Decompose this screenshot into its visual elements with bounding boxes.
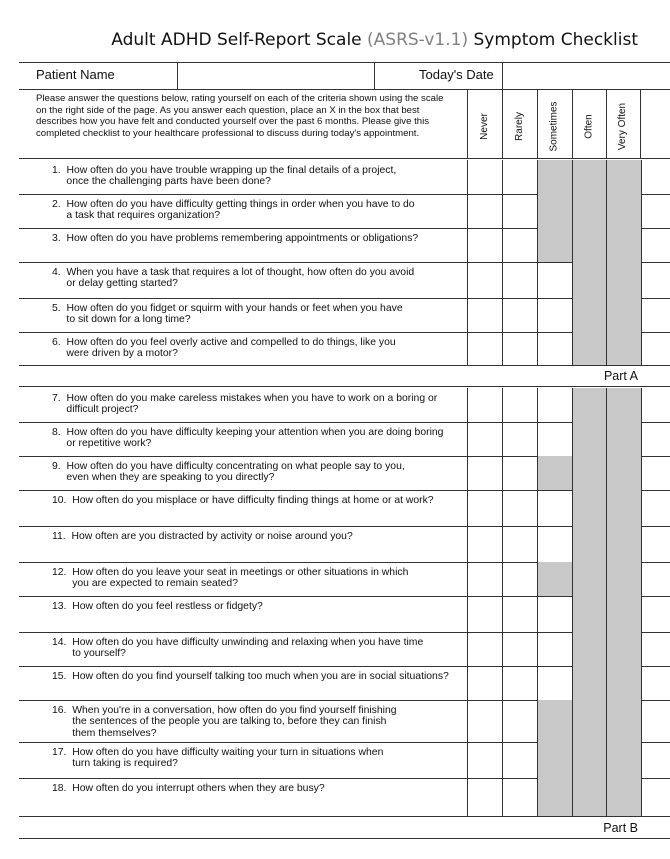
answer-box-sometimes[interactable] <box>537 298 573 332</box>
divider <box>467 89 468 159</box>
answer-box-never[interactable] <box>467 228 503 262</box>
answer-box-very-often[interactable] <box>606 422 642 456</box>
question-text: 18. How often do you interrupt others when they are busy? <box>52 783 325 794</box>
answer-box-never[interactable] <box>467 596 503 632</box>
answer-box-rarely[interactable] <box>502 228 538 262</box>
answer-box-very-often[interactable] <box>606 490 642 526</box>
question-text: 15. How often do you find yourself talking too much when you are in social situations? <box>52 671 449 682</box>
divider <box>502 89 503 159</box>
divider <box>374 62 375 89</box>
question-text: 17. How often do you have difficulty waiting your turn in situations when turn taking is required? <box>52 747 384 770</box>
answer-box-rarely[interactable] <box>502 160 538 194</box>
answer-box-rarely[interactable] <box>502 632 538 666</box>
answer-box-often[interactable] <box>572 456 608 490</box>
column-header-very-often <box>606 96 640 156</box>
answer-box-very-often[interactable] <box>606 742 642 778</box>
column-header-never <box>467 96 501 156</box>
answer-box-sometimes[interactable] <box>537 700 573 742</box>
answer-box-sometimes[interactable] <box>537 562 573 596</box>
answer-box-often[interactable] <box>572 632 608 666</box>
answer-box-rarely[interactable] <box>502 388 538 422</box>
question-text: 3. How often do you have problems remembering appointments or obligations? <box>52 233 419 244</box>
answer-box-often[interactable] <box>572 778 608 816</box>
divider <box>640 89 641 159</box>
answer-box-often[interactable] <box>572 298 608 332</box>
answer-box-never[interactable] <box>467 742 503 778</box>
answer-box-rarely[interactable] <box>502 526 538 562</box>
answer-box-sometimes[interactable] <box>537 632 573 666</box>
answer-box-sometimes[interactable] <box>537 526 573 562</box>
page-title <box>0 30 638 50</box>
patient-name-field[interactable] <box>178 63 374 88</box>
answer-box-very-often[interactable] <box>606 700 642 742</box>
column-header-label: Sometimes <box>548 100 560 152</box>
question-text: 13. How often do you feel restless or fidgety? <box>52 601 263 612</box>
column-header-sometimes <box>537 96 571 156</box>
answer-box-very-often[interactable] <box>606 262 642 298</box>
answer-box-rarely[interactable] <box>502 700 538 742</box>
todays-date-label: Today's Date <box>419 67 494 82</box>
answer-box-often[interactable] <box>572 596 608 632</box>
answer-box-never[interactable] <box>467 666 503 700</box>
answer-box-never[interactable] <box>467 562 503 596</box>
question-text: 11. How often are you distracted by activity or noise around you? <box>52 531 353 542</box>
answer-box-often[interactable] <box>572 160 608 194</box>
answer-box-very-often[interactable] <box>606 298 642 332</box>
answer-box-very-often[interactable] <box>606 228 642 262</box>
question-row <box>19 700 670 743</box>
column-header-label: Often <box>583 113 595 139</box>
part-a-label: Part A <box>603 369 638 383</box>
answer-box-rarely[interactable] <box>502 262 538 298</box>
answer-box-often[interactable] <box>572 422 608 456</box>
answer-box-often[interactable] <box>572 700 608 742</box>
answer-box-very-often[interactable] <box>606 562 642 596</box>
patient-name-label: Patient Name <box>36 67 115 82</box>
answer-box-often[interactable] <box>572 490 608 526</box>
answer-box-sometimes[interactable] <box>537 332 573 365</box>
answer-box-very-often[interactable] <box>606 526 642 562</box>
part-b-label: Part B <box>603 821 638 835</box>
answer-box-sometimes[interactable] <box>537 490 573 526</box>
answer-box-very-often[interactable] <box>606 666 642 700</box>
question-row <box>19 742 670 779</box>
column-header-label: Never <box>478 112 490 140</box>
answer-box-rarely[interactable] <box>502 456 538 490</box>
answer-box-very-often[interactable] <box>606 160 642 194</box>
question-row <box>19 228 670 263</box>
question-text: 10. How often do you misplace or have difficulty finding things at home or at work? <box>52 495 434 506</box>
answer-box-sometimes[interactable] <box>537 666 573 700</box>
answer-box-rarely[interactable] <box>502 490 538 526</box>
column-header-often <box>572 96 606 156</box>
question-row <box>19 332 670 366</box>
answer-box-often[interactable] <box>572 562 608 596</box>
answer-box-often[interactable] <box>572 388 608 422</box>
question-text: 4. When you have a task that requires a lot of thought, how often do you avoid or delay getting started? <box>52 267 415 290</box>
todays-date-field[interactable] <box>503 63 670 88</box>
question-row <box>19 490 670 527</box>
question-row <box>19 666 670 701</box>
question-text: 1. How often do you have trouble wrapping up the final details of a project, once the challenging parts have been done? <box>52 165 397 188</box>
answer-box-very-often[interactable] <box>606 388 642 422</box>
answer-box-often[interactable] <box>572 228 608 262</box>
answer-box-often[interactable] <box>572 262 608 298</box>
answer-box-sometimes[interactable] <box>537 422 573 456</box>
answer-box-never[interactable] <box>467 526 503 562</box>
question-row <box>19 526 670 563</box>
answer-box-never[interactable] <box>467 262 503 298</box>
column-header-rarely <box>502 96 536 156</box>
section-divider <box>19 818 670 839</box>
answer-box-rarely[interactable] <box>502 778 538 816</box>
answer-box-never[interactable] <box>467 298 503 332</box>
answer-box-sometimes[interactable] <box>537 456 573 490</box>
question-text: 12. How often do you leave your seat in meetings or other situations in which you are expected to remain seated? <box>52 567 409 590</box>
question-text: 16. When you're in a conversation, how often do you find yourself finishing the sentences of the people you are talking to, before they can finish them themselves? <box>52 705 397 739</box>
question-row <box>19 562 670 597</box>
answer-box-never[interactable] <box>467 332 503 365</box>
answer-box-very-often[interactable] <box>606 596 642 632</box>
answer-box-sometimes[interactable] <box>537 194 573 228</box>
answer-box-rarely[interactable] <box>502 666 538 700</box>
question-row <box>19 388 670 423</box>
question-row <box>19 160 670 195</box>
answer-box-sometimes[interactable] <box>537 262 573 298</box>
answer-box-often[interactable] <box>572 194 608 228</box>
question-text: 8. How often do you have difficulty keeping your attention when you are doing boring or repetitive work? <box>52 427 444 450</box>
question-text: 9. How often do you have difficulty concentrating on what people say to you, even when they are speaking to you directly? <box>52 461 405 484</box>
answer-box-rarely[interactable] <box>502 194 538 228</box>
answer-box-rarely[interactable] <box>502 596 538 632</box>
question-row <box>19 778 670 817</box>
question-row <box>19 422 670 457</box>
answer-box-never[interactable] <box>467 194 503 228</box>
answer-box-never[interactable] <box>467 422 503 456</box>
question-row <box>19 596 670 633</box>
divider <box>606 89 607 159</box>
answer-box-very-often[interactable] <box>606 194 642 228</box>
question-row <box>19 194 670 229</box>
answer-box-very-often[interactable] <box>606 456 642 490</box>
answer-box-very-often[interactable] <box>606 332 642 365</box>
answer-box-rarely[interactable] <box>502 298 538 332</box>
answer-box-never[interactable] <box>467 778 503 816</box>
answer-box-often[interactable] <box>572 666 608 700</box>
title-suffix: Symptom Checklist <box>468 30 638 50</box>
question-text: 5. How often do you fidget or squirm with your hands or feet when you have to sit down for a long time? <box>52 303 403 326</box>
title-prefix: Adult ADHD Self-Report Scale <box>111 30 368 50</box>
divider <box>572 89 573 159</box>
answer-box-often[interactable] <box>572 332 608 365</box>
question-text: 2. How often do you have difficulty getting things in order when you have to do a task that requires organization? <box>52 199 415 222</box>
divider <box>537 89 538 159</box>
instructions: Please answer the questions below, rating yourself on each of the criteria shown using the scale on the right side of the page. As you answer each question, place an X in the box that best describes how you have felt and conducted yourself over the past 6 months. Please give this completed checklist to your healthcare professional to discuss during today's appointment. <box>36 93 444 139</box>
question-row <box>19 298 670 333</box>
answer-box-rarely[interactable] <box>502 332 538 365</box>
answer-box-often[interactable] <box>572 742 608 778</box>
answer-box-sometimes[interactable] <box>537 228 573 262</box>
question-row <box>19 456 670 491</box>
title-code: (ASRS-v1.1) <box>367 30 469 50</box>
answer-box-very-often[interactable] <box>606 632 642 666</box>
answer-box-rarely[interactable] <box>502 562 538 596</box>
divider <box>19 158 670 159</box>
answer-box-rarely[interactable] <box>502 422 538 456</box>
section-divider <box>19 366 670 387</box>
question-text: 14. How often do you have difficulty unwinding and relaxing when you have time to yourself? <box>52 637 424 660</box>
answer-box-sometimes[interactable] <box>537 778 573 816</box>
answer-box-sometimes[interactable] <box>537 160 573 194</box>
answer-box-rarely[interactable] <box>502 742 538 778</box>
answer-box-never[interactable] <box>467 388 503 422</box>
question-text: 7. How often do you make careless mistakes when you have to work on a boring or difficult project? <box>52 393 438 416</box>
answer-box-sometimes[interactable] <box>537 742 573 778</box>
answer-box-sometimes[interactable] <box>537 388 573 422</box>
answer-box-never[interactable] <box>467 632 503 666</box>
answer-box-never[interactable] <box>467 700 503 742</box>
answer-box-never[interactable] <box>467 160 503 194</box>
answer-box-very-often[interactable] <box>606 778 642 816</box>
question-row <box>19 262 670 299</box>
answer-box-often[interactable] <box>572 526 608 562</box>
question-row <box>19 632 670 667</box>
column-header-label: Very Often <box>617 102 629 150</box>
column-header-label: Rarely <box>513 111 525 141</box>
answer-box-never[interactable] <box>467 490 503 526</box>
answer-box-sometimes[interactable] <box>537 596 573 632</box>
question-text: 6. How often do you feel overly active and compelled to do things, like you were driven by a motor? <box>52 337 396 360</box>
answer-box-never[interactable] <box>467 456 503 490</box>
